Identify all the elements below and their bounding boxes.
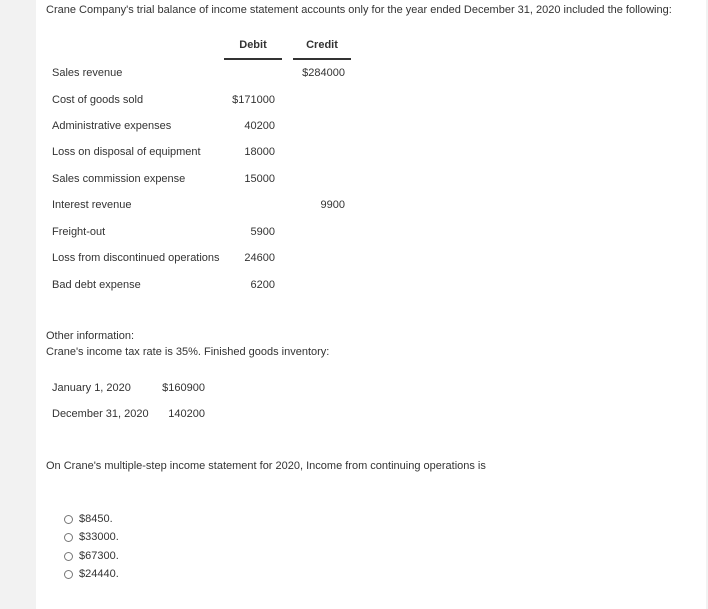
row-credit: 9900 bbox=[320, 199, 345, 211]
debit-header: Debit bbox=[239, 39, 267, 51]
option-label: $8450. bbox=[79, 513, 113, 525]
radio-button[interactable] bbox=[64, 515, 73, 524]
row-label: Cost of goods sold bbox=[52, 94, 144, 106]
question-text: On Crane's multiple-step income statement for 2020, Income from continuing operations is bbox=[46, 460, 486, 472]
inventory-value: $160900 bbox=[162, 382, 205, 394]
row-label: Interest revenue bbox=[52, 199, 132, 211]
row-label: Administrative expenses bbox=[52, 120, 172, 132]
credit-header: Credit bbox=[306, 39, 338, 51]
row-debit: 5900 bbox=[250, 226, 275, 238]
credit-header-underline bbox=[293, 58, 351, 60]
question-card bbox=[36, 0, 706, 609]
row-label: Bad debt expense bbox=[52, 279, 141, 291]
row-credit: $284000 bbox=[302, 67, 345, 79]
intro-text: Crane Company's trial balance of income statement accounts only for the year ended December 31, 2020 included the following: bbox=[46, 4, 672, 16]
inventory-value: 140200 bbox=[168, 408, 205, 420]
row-debit: 15000 bbox=[244, 173, 275, 185]
inventory-label: January 1, 2020 bbox=[52, 382, 131, 394]
row-debit: $171000 bbox=[232, 94, 275, 106]
answer-option-1[interactable] bbox=[64, 513, 113, 525]
row-label: Loss on disposal of equipment bbox=[52, 146, 201, 158]
answer-option-4[interactable] bbox=[64, 568, 119, 580]
option-label: $33000. bbox=[79, 531, 119, 543]
other-info-heading: Other information: bbox=[46, 330, 135, 342]
debit-header-underline bbox=[224, 58, 282, 60]
option-label: $67300. bbox=[79, 550, 119, 562]
row-debit: 24600 bbox=[244, 252, 275, 264]
other-info-text: Crane's income tax rate is 35%. Finished goods inventory: bbox=[46, 346, 330, 358]
radio-button[interactable] bbox=[64, 552, 73, 561]
option-label: $24440. bbox=[79, 568, 119, 580]
row-debit: 6200 bbox=[250, 279, 275, 291]
radio-button[interactable] bbox=[64, 533, 73, 542]
row-label: Loss from discontinued operations bbox=[52, 252, 220, 264]
row-label: Sales commission expense bbox=[52, 173, 186, 185]
answer-option-2[interactable] bbox=[64, 531, 119, 543]
radio-button[interactable] bbox=[64, 570, 73, 579]
inventory-label: December 31, 2020 bbox=[52, 408, 149, 420]
row-label: Freight-out bbox=[52, 226, 106, 238]
row-label: Sales revenue bbox=[52, 67, 123, 79]
answer-option-3[interactable] bbox=[64, 550, 119, 562]
row-debit: 40200 bbox=[244, 120, 275, 132]
row-debit: 18000 bbox=[244, 146, 275, 158]
